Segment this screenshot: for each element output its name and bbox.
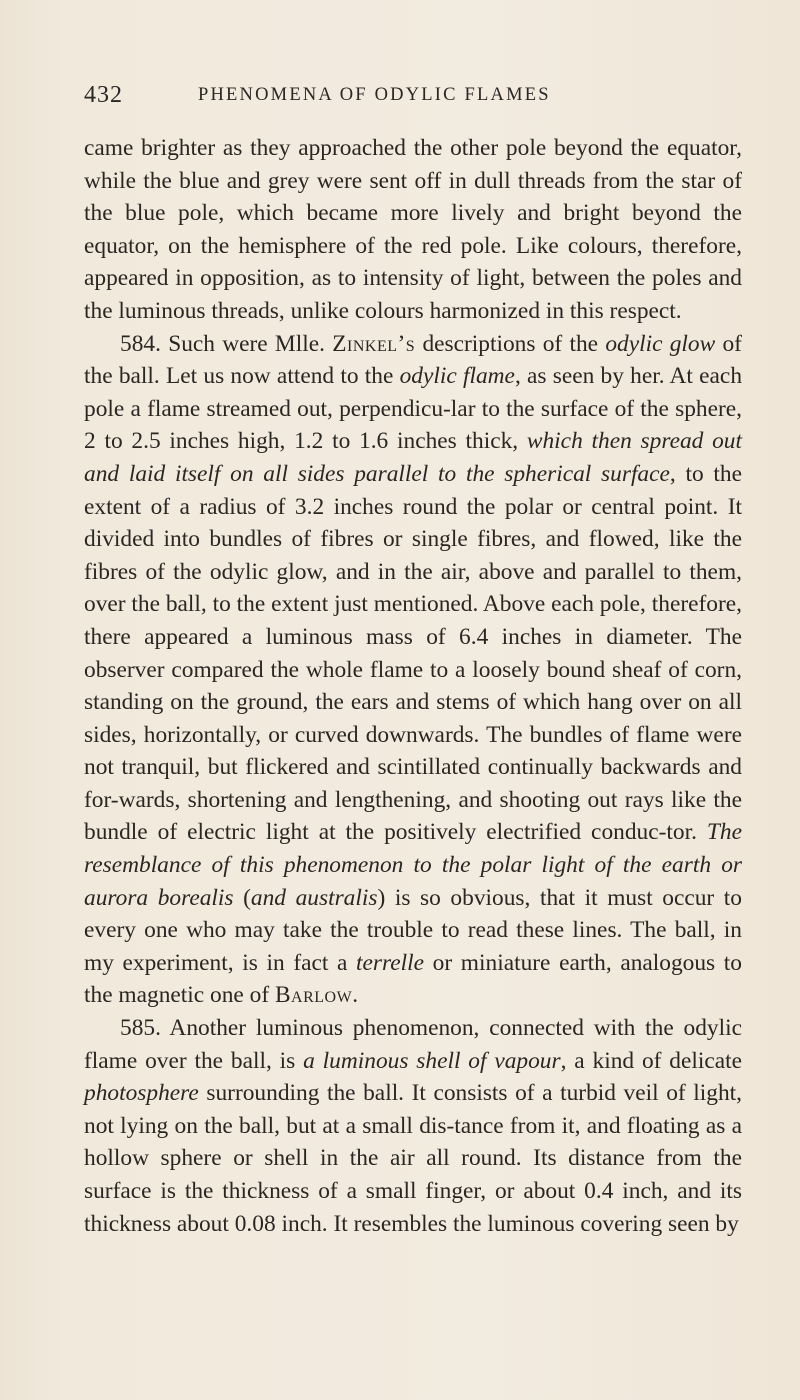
text-segment: came brighter as they approached the other pole beyond the equator, while the blue and grey were sent off in dull threads from the star of the blue pole, which became more lively and bright beyond the equator, on the hemisphere of the red pole. Like colours, therefore, appeared in opposition, as to intensity of light, between the poles and the luminous threads, unlike colours harmonized in this respect. <box>84 135 742 324</box>
italic-phrase: terrelle <box>356 949 425 976</box>
paragraph-number: 585. <box>120 1015 161 1042</box>
text-segment: descriptions of the <box>415 330 606 357</box>
italic-phrase: and australis <box>250 884 378 911</box>
text-segment: surrounding the ball. It consists of a turbid veil of light, not lying on the ball, but at a small dis-tance from it, and floating as a hollow sphere or shell in the air all round. Its distance from the surface is the thickness of a small finger, or about 0.4 inch, and its thickness about 0.08 inch. It resembles the luminous covering seen by <box>84 1080 742 1237</box>
italic-phrase: odylic glow <box>605 330 716 357</box>
author-name: Zinkel’s <box>332 330 416 357</box>
text-segment: , a kind of delicate <box>560 1047 742 1074</box>
italic-phrase: which then spread out and laid itself on all sides parallel to the spherical surface <box>84 428 742 487</box>
text-segment: . <box>352 982 359 1009</box>
text-segment: ) is so obvious, that it must occur to every one who may take the trouble to read these lines. The ball, in my experiment, is in fact a <box>84 884 743 976</box>
author-name: Barlow <box>274 982 353 1009</box>
text-segment: of the ball. Let us now attend to the <box>84 330 742 390</box>
paragraph <box>84 328 742 1012</box>
paragraph-number: 584. <box>120 330 161 357</box>
text-segment: or miniature earth, analogous to the magnetic one of <box>84 949 742 1009</box>
page-number: 432 <box>84 82 123 108</box>
italic-phrase: The resemblance of this phenomenon to the polar light of the earth or aurora borealis <box>84 819 742 911</box>
text-segment: Another luminous phenomenon, connected with the odylic flame over the ball, is <box>84 1015 742 1074</box>
page-header <box>84 82 744 112</box>
paragraph <box>84 1012 742 1240</box>
body-text <box>84 132 742 1240</box>
italic-phrase: odylic flame <box>399 363 515 390</box>
italic-phrase: photosphere <box>84 1080 199 1107</box>
text-segment: , as seen by her. At each pole a flame streamed out, perpendicu-lar to the surface of the sphere, 2 to 2.5 inches high, 1.2 to 1.6 inches thick, <box>84 363 743 455</box>
text-segment: ( <box>233 884 251 911</box>
running-head: PHENOMENA OF ODYLIC FLAMES <box>198 85 551 105</box>
text-segment: , to the extent of a radius of 3.2 inches round the polar or central point. It divided into bundles of fibres or single fibres, and flowed, like the fibres of the odylic glow, and in the air, above and parallel to them, over the ball, to the extent just mentioned. Above each pole, therefore, there appeared a luminous mass of 6.4 inches in diameter. The observer compared the whole flame to a loosely bound sheaf of corn, standing on the ground, the ears and stems of which hang over on all sides, horizontally, or curved downwards. The bundles of flame were not tranquil, but flickered and scintillated continually backwards and for-wards, shortening and lengthening, and shooting out rays like the bundle of electric light at the positively electrified conduc-tor. <box>84 460 742 846</box>
paragraph <box>84 132 742 328</box>
text-segment: Such were Mlle. <box>160 330 333 357</box>
italic-phrase: a luminous shell of vapour <box>303 1047 561 1074</box>
